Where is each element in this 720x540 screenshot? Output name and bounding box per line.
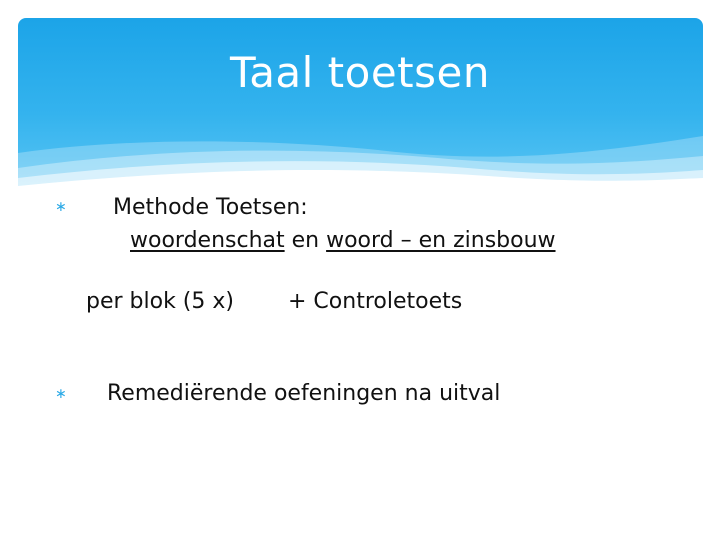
wave-decoration [18, 18, 703, 193]
bullet-icon: ∗ [55, 199, 67, 215]
per-blok-text: per blok (5 x) [86, 289, 234, 314]
underlined-woord-zinsbouw: woord – en zinsbouw [326, 228, 556, 253]
text-en: en [284, 228, 327, 253]
underlined-woordenschat: woordenschat [130, 228, 285, 253]
controletoets-text: + Controletoets [288, 289, 463, 314]
title-banner [18, 18, 703, 193]
slide-title: Taal toetsen [229, 48, 490, 97]
bullet-remediering: Remediërende oefeningen na uitval [107, 381, 501, 406]
bullet-methode-line1: Methode Toetsen: [113, 195, 308, 220]
bullet-methode-line2 [130, 228, 556, 253]
bullet-icon: ∗ [55, 386, 67, 402]
